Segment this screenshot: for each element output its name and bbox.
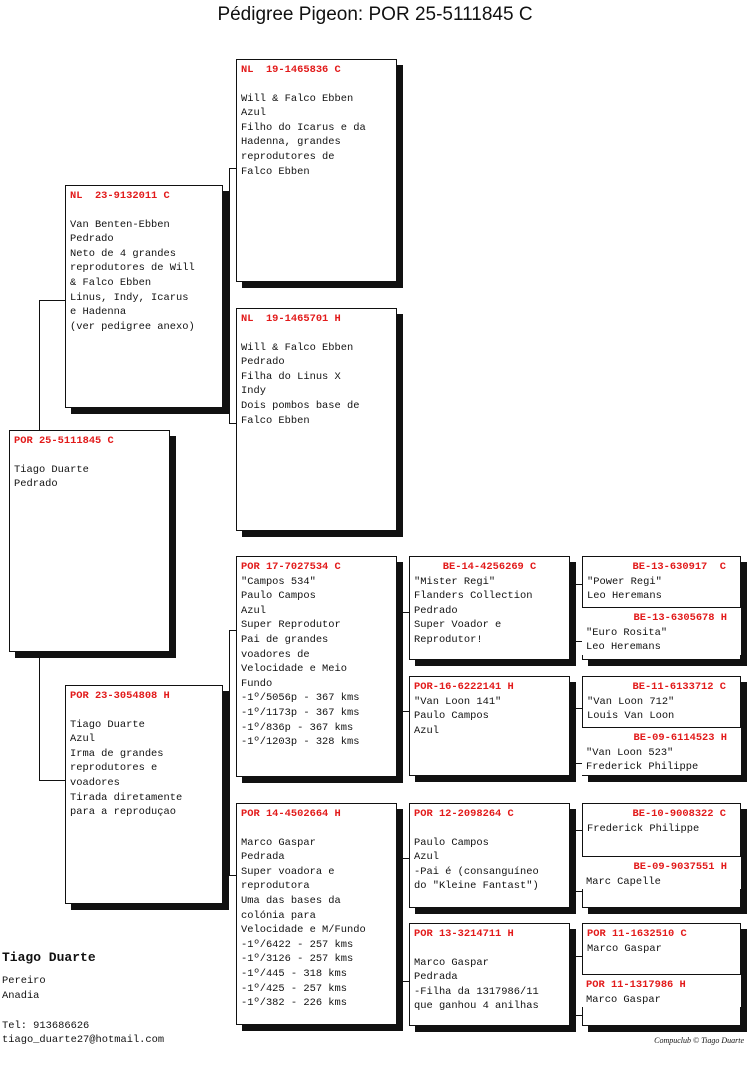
pedigree-card-dam	[65, 685, 223, 904]
card-line: Azul	[70, 733, 95, 746]
card-line: colónia para	[241, 909, 316, 922]
card-line: Irma de grandes	[70, 747, 164, 760]
pedigree-card-gen4-3	[582, 803, 741, 908]
pedigree-subcard	[582, 607, 741, 655]
pedigree-card-gen4-1	[582, 556, 741, 660]
card-line: -1º/5056p - 367 kms	[241, 692, 360, 705]
card-line: Falco Ebben	[241, 165, 310, 178]
card-line: -1º/382 - 226 kms	[241, 997, 348, 1010]
card-line: Flanders Collection	[414, 590, 533, 603]
card-line: "Campos 534"	[241, 575, 316, 588]
card-line: Leo Heremans	[586, 641, 661, 654]
card-line: Velocidade e M/Fundo	[241, 924, 366, 937]
card-line: Pedrado	[14, 478, 58, 491]
card-line: reprodutora	[241, 880, 310, 893]
card-line: Van Benten-Ebben	[70, 218, 170, 231]
pedigree-card-gen3-4	[409, 923, 570, 1026]
ring-number: NL 19-1465701 H	[241, 313, 341, 325]
card-line: -1º/3126 - 257 kms	[241, 953, 354, 966]
card-line: -1º/1173p - 367 kms	[241, 706, 360, 719]
card-line: "Euro Rosita"	[586, 626, 668, 639]
ring-number: BE-10-9008322 C	[632, 808, 726, 820]
ring-number: BE-13-630917 C	[632, 561, 726, 573]
card-line: reprodutores de	[241, 150, 335, 163]
card-line: -Pai é (consanguíneo	[414, 865, 539, 878]
card-line: voadores	[70, 776, 120, 789]
card-line: Filha do Linus X	[241, 370, 341, 383]
ring-number: POR 13-3214711 H	[414, 928, 514, 940]
card-line: Filho do Icarus e da	[241, 121, 366, 134]
card-line: Pedrado	[241, 356, 285, 369]
pedigree-subcard	[582, 727, 741, 775]
card-line: Tiago Duarte	[14, 463, 89, 476]
card-line: Paulo Campos	[241, 590, 316, 603]
pedigree-card-gen4-4	[582, 923, 741, 1026]
owner-phone: Tel: 913686626	[2, 1020, 90, 1032]
card-line: Dois pombos base de	[241, 399, 360, 412]
card-line: Super Reprodutor	[241, 619, 341, 632]
card-line: Pai de grandes	[241, 633, 329, 646]
pedigree-card-gen3-2	[409, 676, 570, 776]
card-line: e Hadenna	[70, 306, 127, 319]
card-line: Azul	[414, 724, 439, 737]
card-line: Azul	[414, 851, 439, 864]
connector-line	[39, 300, 66, 432]
card-line: "Van Loon 712"	[587, 695, 675, 708]
owner-email: tiago_duarte27@hotmail.com	[2, 1034, 165, 1046]
card-line: reprodutores e	[70, 762, 158, 775]
ring-number: BE-11-6133712 C	[632, 681, 726, 693]
ring-number: POR 14-4502664 H	[241, 808, 341, 820]
pedigree-card-dam-dam	[236, 803, 397, 1025]
owner-address-line: Anadia	[2, 990, 40, 1002]
ring-number: POR 17-7027534 C	[241, 561, 341, 573]
card-line: que ganhou 4 anilhas	[414, 1000, 539, 1013]
card-line: Frederick Philippe	[586, 761, 699, 774]
card-line: Marco Gaspar	[587, 942, 662, 955]
card-line: -Filha da 1317986/11	[414, 985, 539, 998]
ring-number: BE-09-6114523 H	[633, 732, 727, 744]
page-title: Pédigree Pigeon: POR 25-5111845 C	[217, 4, 533, 25]
pedigree-card-gen4-2	[582, 676, 741, 776]
card-line: Paulo Campos	[414, 710, 489, 723]
card-line: reprodutores de Will	[70, 262, 195, 275]
card-line: voadores de	[241, 648, 310, 661]
card-line: Pedrada	[241, 851, 285, 864]
card-line: Reprodutor!	[414, 633, 483, 646]
card-line: -1º/425 - 257 kms	[241, 982, 348, 995]
card-line: Velocidade e Meio	[241, 663, 348, 676]
card-line: & Falco Ebben	[70, 276, 152, 289]
ring-number: BE-14-4256269 C	[442, 561, 537, 573]
pedigree-card-sire-sire	[236, 59, 397, 282]
ring-number: BE-09-9037551 H	[633, 861, 727, 873]
pedigree-subcard	[582, 974, 741, 1007]
card-line: Pedrada	[414, 971, 458, 984]
owner-address-line: Pereiro	[2, 975, 46, 987]
ring-number: POR-16-6222141 H	[414, 681, 514, 693]
card-line: Marc Capelle	[586, 875, 661, 888]
card-line: "Mister Regi"	[414, 575, 496, 588]
card-line: "Power Regi"	[587, 575, 662, 588]
card-line: Neto de 4 grandes	[70, 247, 177, 260]
card-line: do "Kleine Fantast")	[414, 880, 539, 893]
pedigree-card-gen3-3	[409, 803, 570, 908]
card-line: para a reproduçao	[70, 806, 177, 819]
card-line: Azul	[241, 107, 266, 120]
ring-number: NL 23-9132011 C	[70, 190, 170, 202]
card-line: Frederick Philippe	[587, 822, 700, 835]
card-line: Marco Gaspar	[414, 956, 489, 969]
ring-number: POR 12-2098264 C	[414, 808, 514, 820]
card-line: Marco Gaspar	[241, 836, 316, 849]
card-line: Linus, Indy, Icarus	[70, 291, 189, 304]
card-line: "Van Loon 141"	[414, 695, 502, 708]
card-line: Indy	[241, 385, 266, 398]
card-line: -1º/6422 - 257 kms	[241, 938, 354, 951]
card-line: Falco Ebben	[241, 414, 310, 427]
card-line: Super Voador e	[414, 619, 502, 632]
card-line: Pedrado	[70, 233, 114, 246]
pedigree-card-sire-dam	[236, 308, 397, 531]
card-line: Will & Falco Ebben	[241, 92, 354, 105]
card-line: "Van Loon 523"	[586, 746, 674, 759]
card-line: Azul	[241, 604, 266, 617]
connector-line	[39, 652, 66, 781]
card-line: Pedrado	[414, 604, 458, 617]
pedigree-card-gen3-1	[409, 556, 570, 660]
card-line: Uma das bases da	[241, 894, 341, 907]
card-line: Paulo Campos	[414, 836, 489, 849]
pedigree-subcard	[582, 856, 741, 889]
card-line: Hadenna, grandes	[241, 136, 341, 149]
ring-number: NL 19-1465836 C	[241, 64, 341, 76]
card-line: Tiago Duarte	[70, 718, 145, 731]
ring-number: POR 11-1317986 H	[586, 979, 686, 991]
pedigree-card-subject	[9, 430, 170, 652]
card-line: -1º/836p - 367 kms	[241, 721, 354, 734]
credit-footer: Compuclub © Tiago Duarte	[654, 1036, 744, 1045]
card-line: Fundo	[241, 677, 273, 690]
card-line: Louis Van Loon	[587, 710, 675, 723]
ring-number: POR 25-5111845 C	[14, 435, 114, 447]
ring-number: POR 11-1632510 C	[587, 928, 687, 940]
ring-number: POR 23-3054808 H	[70, 690, 170, 702]
card-line: Super voadora e	[241, 865, 335, 878]
pedigree-card-dam-sire	[236, 556, 397, 777]
card-line: -1º/1203p - 328 kms	[241, 736, 360, 749]
card-line: -1º/445 - 318 kms	[241, 967, 348, 980]
card-line: Will & Falco Ebben	[241, 341, 354, 354]
card-line: Tirada diretamente	[70, 791, 183, 804]
owner-name: Tiago Duarte	[2, 950, 96, 965]
pedigree-card-sire	[65, 185, 223, 408]
ring-number: BE-13-6305678 H	[633, 612, 727, 624]
card-line: Leo Heremans	[587, 590, 662, 603]
card-line: (ver pedigree anexo)	[70, 320, 195, 333]
card-line: Marco Gaspar	[586, 993, 661, 1006]
